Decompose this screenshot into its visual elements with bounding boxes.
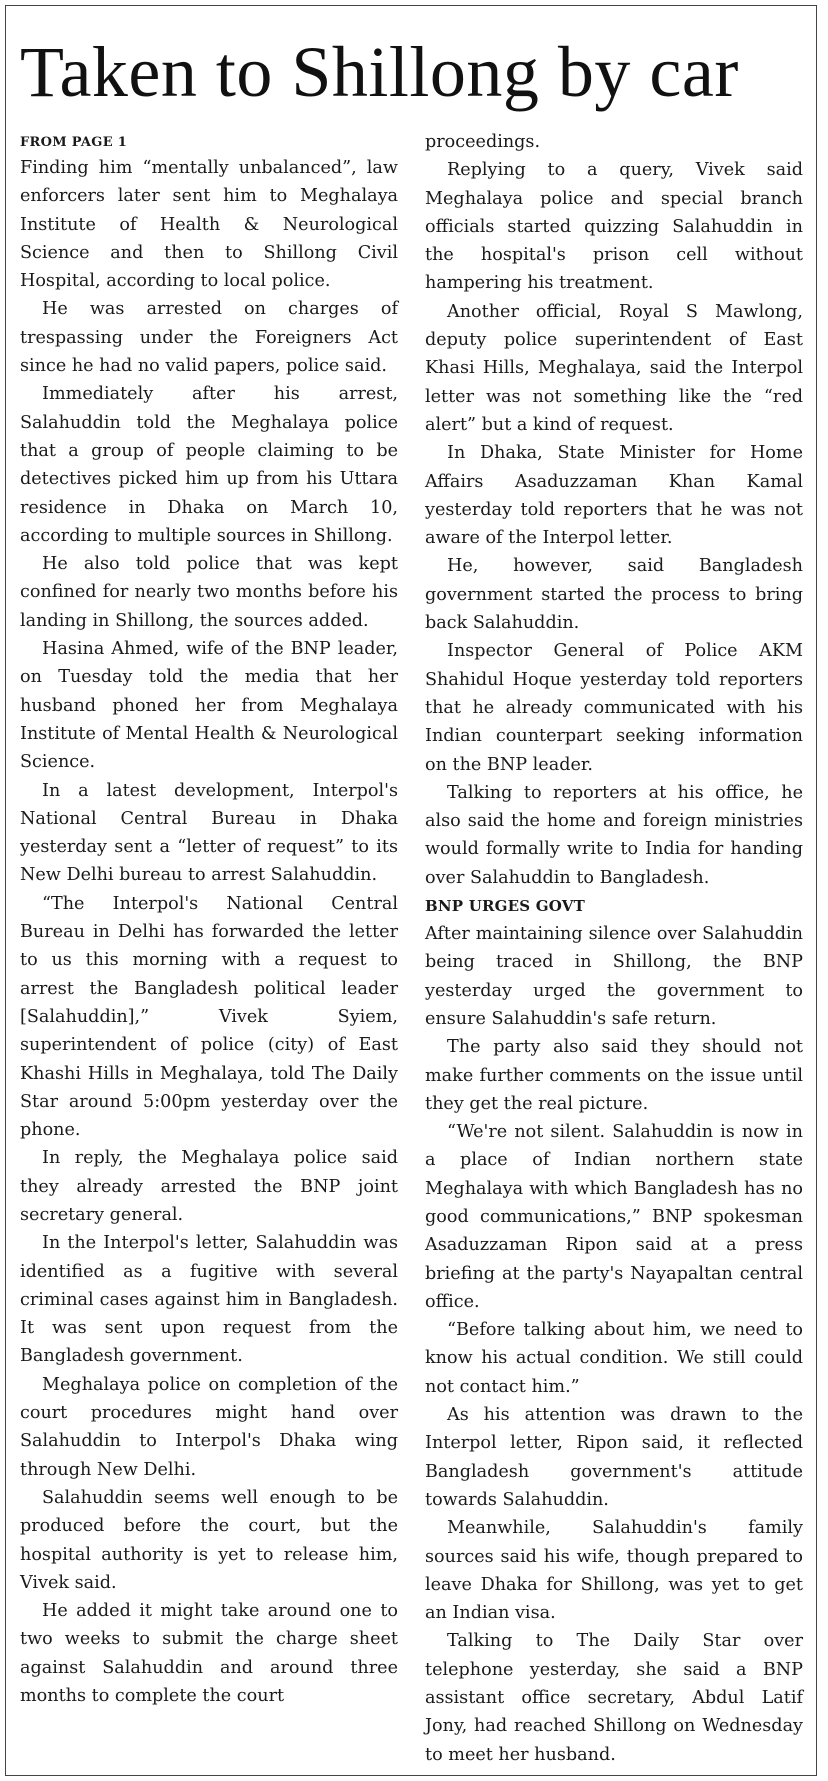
paragraph: “The Interpol's National Central Bureau in Delhi has forwarded the letter to us this morning with a request to arrest the Bangladesh political leader [Salahuddin],” Vivek Syiem, superintendent of police (city) of East Khashi Hills in Meghalaya, told The Daily Star around 5:00pm yesterday over the phone. <box>20 893 398 1141</box>
paragraph: He also told police that was kept confined for nearly two months before his landing in Shillong, the sources added. <box>20 554 398 631</box>
paragraph: proceedings. <box>425 132 541 152</box>
subhead-bnp-urges-govt: BNP URGES GOVT <box>425 897 585 916</box>
paragraph: In reply, the Meghalaya police said they already arrested the BNP joint secretary general. <box>20 1148 398 1225</box>
paragraph: He was arrested on charges of trespassing under the Foreigners Act since he had no valid papers, police said. <box>20 299 398 377</box>
paragraph: As his attention was drawn to the Interpol letter, Ripon said, it reflected Bangladesh government's attitude towards Salahuddin. <box>425 1405 803 1510</box>
paragraph: In Dhaka, State Minister for Home Affairs Asaduzzaman Khan Kamal yesterday told reporters that he was not aware of the Interpol letter. <box>425 443 803 549</box>
paragraph: Meanwhile, Salahuddin's family sources said his wife, though prepared to leave Dhaka for Shillong, was yet to get an Indian visa. <box>425 1518 803 1624</box>
paragraph: “We're not silent. Salahuddin is now in a place of Indian northern state Meghalaya with which Bangladesh has no good communications,” BNP spokesman Asaduzzaman Ripon said at a press briefing at the party's Nayapaltan central office. <box>425 1122 803 1312</box>
paragraph: Talking to The Daily Star over telephone yesterday, she said a BNP assistant office secretary, Abdul Latif Jony, had reached Shillong on Wednesday to meet her husband. <box>425 1631 803 1765</box>
paragraph: Hasina Ahmed, wife of the BNP leader, on Tuesday told the media that her husband phoned her from Meghalaya Institute of Mental Health & Neurological Science. <box>20 639 398 773</box>
kicker-from-page-1: FROM PAGE 1 <box>20 135 128 150</box>
left-column <box>20 134 398 1710</box>
paragraph: The party also said they should not make further comments on the issue until they get the real picture. <box>425 1037 803 1114</box>
paragraph: He added it might take around one to two weeks to submit the charge sheet against Salahuddin and around three months to complete the court <box>20 1601 398 1707</box>
headline: Taken to Shillong by car <box>20 32 739 112</box>
paragraph: He, however, said Bangladesh government started the process to bring back Salahuddin. <box>425 556 803 634</box>
paragraph: Salahuddin seems well enough to be produced before the court, but the hospital authority is yet to release him, Vivek said. <box>20 1487 398 1593</box>
paragraph: “Before talking about him, we need to know his actual condition. We still could not contact him.” <box>425 1320 803 1397</box>
paragraph: Another official, Royal S Mawlong, deputy police superintendent of East Khasi Hills, Meghalaya, said the Interpol letter was not something like the “red alert” but a kind of request. <box>425 301 803 435</box>
right-column <box>425 128 803 1769</box>
paragraph: In a latest development, Interpol's National Central Bureau in Dhaka yesterday sent a “letter of request” to its New Delhi bureau to arrest Salahuddin. <box>20 780 398 886</box>
paragraph: Replying to a query, Vivek said Meghalaya police and special branch officials started quizzing Salahuddin in the hospital's prison cell without hampering his treatment. <box>425 160 803 294</box>
paragraph: Inspector General of Police AKM Shahidul Hoque yesterday told reporters that he already communicated with his Indian counterpart seeking information on the BNP leader. <box>425 641 803 775</box>
paragraph: Immediately after his arrest, Salahuddin told the Meghalaya police that a group of people claiming to be detectives picked him up from his Uttara residence in Dhaka on March 10, according to multiple sources in Shillong. <box>20 384 398 546</box>
paragraph: After maintaining silence over Salahuddin being traced in Shillong, the BNP yesterday urged the government to ensure Salahuddin's safe return. <box>425 924 803 1029</box>
paragraph: In the Interpol's letter, Salahuddin was identified as a fugitive with several criminal cases against him in Bangladesh. It was sent upon request from the Bangladesh government. <box>20 1233 398 1367</box>
paragraph: Finding him “mentally unbalanced”, law enforcers later sent him to Meghalaya Institute of Health & Neurological Science and then to Shillong Civil Hospital, according to local police. <box>20 158 398 292</box>
paragraph: Talking to reporters at his office, he also said the home and foreign ministries would formally write to India for handing over Salahuddin to Bangladesh. <box>425 782 803 888</box>
paragraph: Meghalaya police on completion of the court procedures might hand over Salahuddin to Interpol's Dhaka wing through New Delhi. <box>20 1374 398 1480</box>
